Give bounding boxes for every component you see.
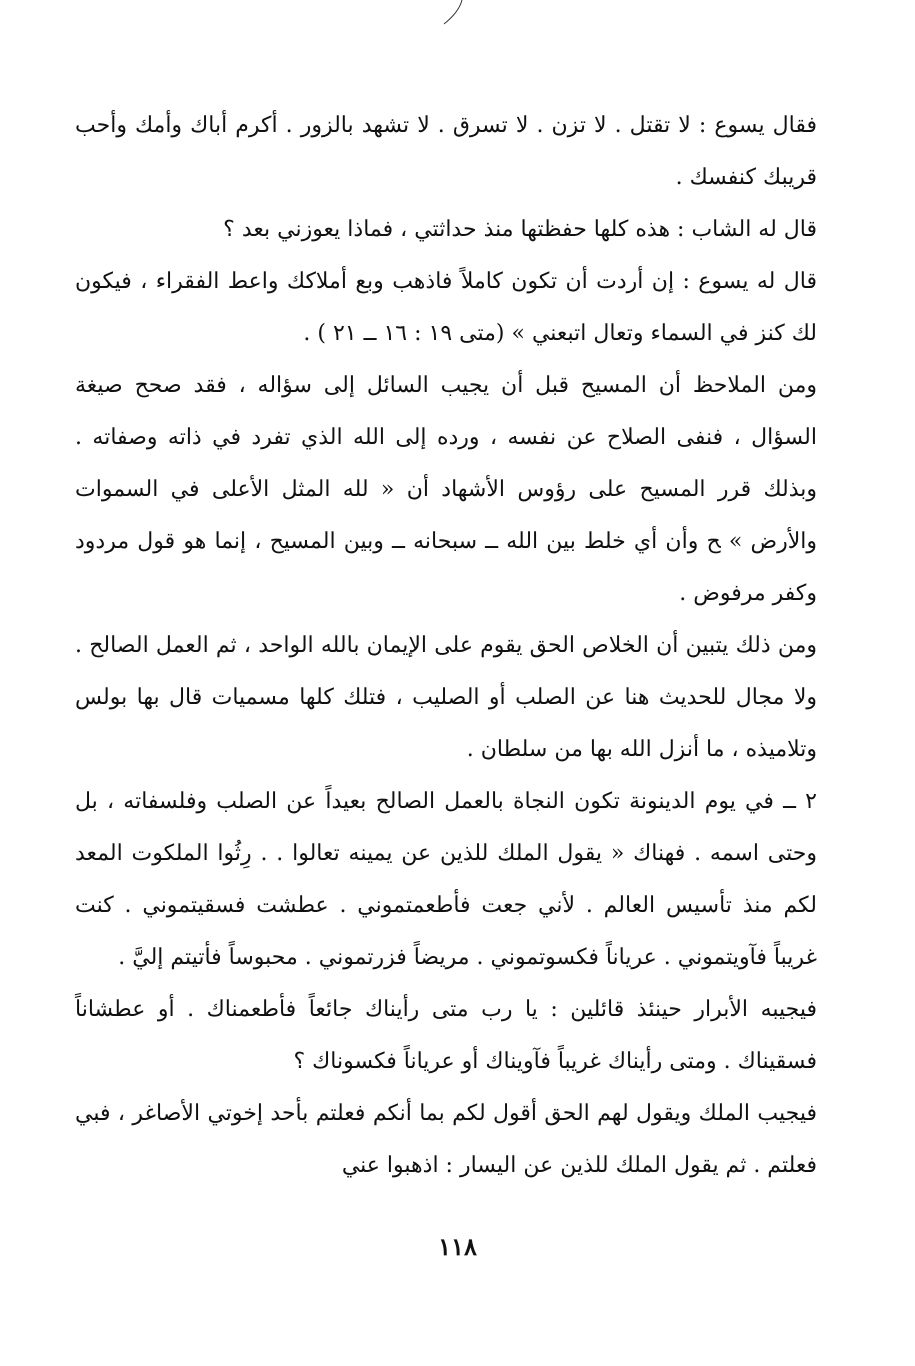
paragraph-2: قال له الشاب : هذه كلها حفظتها منذ حداثتي ، فماذا يعوزني بعد ؟ [223,217,817,242]
paragraph-6: ٢ ــ في يوم الدينونة تكون النجاة بالعمل الصالح بعيداً عن الصلب وفلسفاته ، بل وحتى اسمه . فهناك « يقول الملك للذين عن يمينه تعالوا . . رِثُوا الملكوت المعد لكم منذ تأسيس العالم . لأني جعت فأطعمتموني . عطشت فسقيتموني . كنت غريباً فآويتموني . عرياناً فكسوتموني . مريضاً فزرتموني . محبوساً فأتيتم إليَّ . [75,789,817,970]
paragraph-1: فقال يسوع : لا تقتل . لا تزن . لا تسرق . لا تشهد بالزور . أكرم أباك وأمك وأحب قريبك كنفسك . [75,113,817,190]
paragraph-7: فيجيبه الأبرار حينئذ قائلين : يا رب متى رأيناك جائعاً فأطعمناك . أو عطشاناً فسقيناك . ومتى رأيناك غريباً فآويناك أو عرياناً فكسوناك ؟ [75,997,817,1074]
pen-stroke-mark [440,0,470,26]
paragraph-8: فيجيب الملك ويقول لهم الحق أقول لكم بما أنكم فعلتم بأحد إخوتي الأصاغر ، فبي فعلتم . ثم يقول الملك للذين عن اليسار : اذهبوا عني [75,1101,817,1178]
body-text [75,100,817,1192]
paragraph-4: ومن الملاحظ أن المسيح قبل أن يجيب السائل إلى سؤاله ، فقد صحح صيغة السؤال ، فنفى الصلاح عن نفسه ، ورده إلى الله الذي تفرد في ذاته وصفاته . وبذلك قرر المسيح على رؤوس الأشهاد أن « لله المثل الأعلى في السموات والأرض » ﺢ وأن أي خلط بين الله ــ سبحانه ــ وبين المسيح ، إنما هو قول مردود وكفر مرفوض . [75,373,817,606]
paragraph-5: ومن ذلك يتبين أن الخلاص الحق يقوم على الإيمان بالله الواحد ، ثم العمل الصالح . ولا مجال للحديث هنا عن الصلب أو الصليب ، فتلك كلها مسميات قال بها بولس وتلاميذه ، ما أنزل الله بها من سلطان . [75,633,817,762]
page-number: ١١٨ [438,1232,477,1261]
paragraph-3: قال له يسوع : إن أردت أن تكون كاملاً فاذهب وبع أملاكك واعط الفقراء ، فيكون لك كنز في السماء وتعال اتبعني » (متى ١٩ : ١٦ ــ ٢١ ) . [75,269,817,346]
